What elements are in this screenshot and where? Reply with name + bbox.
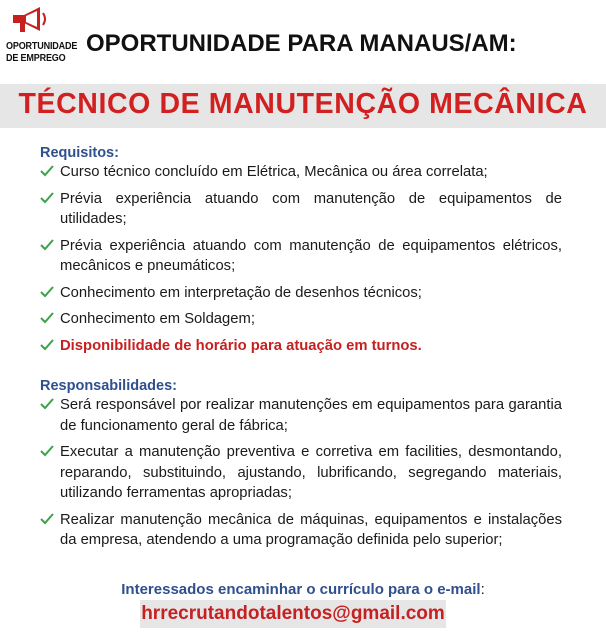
list-item: [40, 336, 562, 357]
requirements-list: [40, 162, 562, 356]
megaphone-icon: [10, 4, 50, 36]
contact-email[interactable]: hrrecrutandotalentos@gmail.com: [141, 603, 445, 624]
list-item: [40, 510, 562, 551]
responsibility-text: Realizar manutenção mecânica de máquinas, equipamentos e instalações da empresa, atendendo a uma programação definida pelo superior;: [60, 511, 562, 548]
responsibilities-list: [40, 395, 562, 551]
contact-colon: :: [480, 581, 485, 598]
list-item: [40, 189, 562, 230]
logo-text: [6, 40, 78, 64]
list-item: [40, 236, 562, 277]
check-icon: [40, 338, 54, 352]
check-icon: [40, 191, 54, 205]
requirement-text-highlight: Disponibilidade de horário para atuação em turnos.: [60, 337, 422, 354]
logo: [6, 4, 78, 70]
email-band: [140, 600, 446, 628]
check-icon: [40, 512, 54, 526]
check-icon: [40, 285, 54, 299]
requirement-text: Conhecimento em interpretação de desenhos técnicos;: [60, 284, 422, 301]
logo-line-1: OPORTUNIDADE: [6, 40, 78, 52]
list-item: [40, 442, 562, 504]
requirement-text: Conhecimento em Soldagem;: [60, 311, 255, 327]
requirement-text: Prévia experiência atuando com manutenção de equipamentos de utilidades;: [60, 190, 562, 227]
requirements-title: Requisitos:: [40, 145, 119, 161]
list-item: [40, 283, 562, 304]
headline: OPORTUNIDADE PARA MANAUS/AM:: [86, 30, 517, 57]
job-title: TÉCNICO DE MANUTENÇÃO MECÂNICA: [18, 88, 588, 120]
requirement-text: Prévia experiência atuando com manutenção de equipamentos elétricos, mecânicos e pneumáticos;: [60, 237, 562, 274]
contact-text: Interessados encaminhar o currículo para o e-mail: [121, 581, 481, 598]
list-item: [40, 395, 562, 436]
responsibilities-title: Responsabilidades:: [40, 378, 177, 394]
list-item: [40, 162, 562, 183]
content: [40, 145, 562, 557]
contact-line: [0, 581, 606, 598]
check-icon: [40, 164, 54, 178]
responsibility-text: Será responsável por realizar manutenções em equipamentos para garantia de funcionamento geral de fábrica;: [60, 397, 562, 434]
responsibility-text: Executar a manutenção preventiva e corretiva em facilities, desmontando, reparando, substituindo, ajustando, lubrificando, segregando materiais, utilizando ferramentas apropriadas;: [60, 444, 562, 501]
list-item: [40, 309, 562, 330]
check-icon: [40, 444, 54, 458]
check-icon: [40, 397, 54, 411]
check-icon: [40, 238, 54, 252]
requirement-text: Curso técnico concluído em Elétrica, Mecânica ou área correlata;: [60, 164, 488, 180]
check-icon: [40, 311, 54, 325]
job-title-band: [0, 84, 606, 128]
logo-line-2: DE EMPREGO: [6, 52, 66, 64]
